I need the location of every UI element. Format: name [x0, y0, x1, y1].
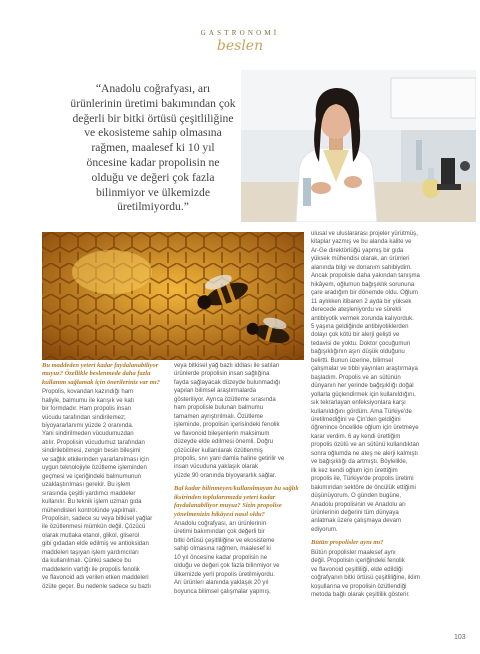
text-line: koşullarına ve propolisin özütlendiği — [311, 583, 407, 590]
text-line: çözücüler kullanılarak özütlenmiş — [174, 447, 263, 454]
question-heading-3: Bütün propolisler aynı mı? — [311, 539, 384, 547]
text-line: sırasında çeşitli yardımcı maddeler — [42, 490, 136, 497]
text-line: dünyanın her yerinde bağışıklığı doğal — [311, 383, 414, 390]
text-line: yüksek mühendisi olarak, arı ürünleri — [311, 256, 410, 263]
text-line: yüzde 90 oranında biyoyararlık sağlar. — [174, 472, 277, 479]
text-line: Anadolu coğrafyası, arı ürünlerinin — [174, 520, 267, 527]
text-line: ham propolisle bulunan balmumu — [174, 405, 264, 412]
text-line: kullanıldığını gördüm. Ama Türkiye'de — [311, 408, 412, 415]
text-line: Propolis, kovandan kazındığı ham — [42, 389, 134, 396]
text-line: geçmesi ve içeriğindeki balmumunun — [42, 473, 142, 480]
text-line: tedavisi de yoktu. Doktor çocuğumun — [311, 340, 411, 347]
text-line: fayda sağlayacak düzeyde bulunmadığı — [174, 379, 281, 386]
text-line: başladım. Propolis ve arı sütünün — [311, 374, 401, 381]
text-line: 10 yıl öncesine kadar propolisin ne — [174, 554, 268, 561]
text-line: ve sağlık etkilerinden yararlanılması için — [42, 456, 149, 463]
text-line: yollarla güçlendirmek için kullanıldığını, — [311, 391, 416, 398]
text-line: üretimi bakımından çok değerli bir — [174, 529, 265, 536]
text-line: üretilmediğini ve Çin'den geldiğini — [311, 416, 401, 423]
text-line: düşünüyorum. O günden bugüne, — [311, 493, 402, 500]
text-line: boyunca bilimsel çalışmalar yapmış, — [174, 588, 271, 595]
text-line: ilk kez kendi oğlum için ürettiğim — [311, 467, 398, 474]
text-line: ülkemizde yerli propolis üretilmiyordu. — [174, 571, 275, 578]
text-line: Arı ürünlerı alanında yaklaşık 20 yıl — [174, 580, 269, 587]
text-line: öğrenince öncelikle oğlum için üretmeye — [311, 425, 419, 432]
text-line: Bütün propolisler maalesef aynı — [311, 549, 396, 556]
text-line: maddelerin varlığı ile propolis fenolik — [42, 566, 140, 573]
text-line: ve bağışıklığı da artmıştı. Böylelikle, — [311, 459, 408, 466]
text-line: kullanılır. Bu teknik işlem uzman gıda — [42, 499, 142, 506]
article-column-2 — [174, 362, 302, 596]
text-line: vücudu tarafından sindirilemez; — [42, 414, 126, 421]
text-line: kitaplar yazmış ve bu alanda kalite ve — [311, 239, 412, 246]
subsection-title: beslen — [216, 38, 264, 54]
text-line: çare aradığım bir dönemde oldu. Oğlum — [311, 290, 418, 297]
text-line: propolis, sıvı yani damla haline getirilir ve — [174, 455, 285, 462]
text-line: ile özütlenmesi mümkün değil. Çözücü — [42, 524, 146, 531]
text-line: olarak mutlaka etanol, glikol, gliserol — [42, 532, 140, 539]
text-line: antibiyotik vermek zorunda kalıyorduk. — [311, 315, 414, 322]
text-line: Ar-Ge direktörlüğü yapmış bir gıda — [311, 247, 404, 254]
text-line: ediyorum. — [311, 526, 338, 533]
article-column-1 — [42, 362, 166, 591]
text-line: veya bitkisel yağ bazlı iddiası ile satılan — [174, 363, 280, 369]
question-heading-2: Bal kadar bilinmeyen/kullanılmayan bu sağlık iksirinden toplularımızda yeteri kadar faydalanabiliyor muyuz? Sizin propolise yönelmenizin hikâyesi nasıl oldu? — [174, 485, 299, 518]
text-line: işleminde, propolisin içerisindeki fenolik — [174, 422, 280, 429]
text-line: ulusal ve uluslararası projeler yürütmüş, — [311, 231, 418, 237]
text-line: bakımından sektöre de öncülük ettiğimi — [311, 484, 416, 491]
text-line: düzeyde elde edilmesi önemli. Doğru — [174, 439, 274, 446]
text-line: ve flavonoid bileşenlerin maksimum — [174, 430, 270, 437]
text-line: olduğu ve değeri çok fazla bilinmiyor ve — [174, 563, 280, 570]
text-line: tamamen ayrıştırılmalı. Özütleme — [174, 413, 264, 420]
text-line: bitki örtüsü çeşitliliğine ve ekosisteme — [174, 537, 275, 544]
text-line: derecede ateşleniyordu ve sürekli — [311, 307, 402, 314]
text-line: ürünlerde propolisin insan sağlığına — [174, 371, 270, 378]
text-line: Yani sindirilmeden vücudumuzdan — [42, 431, 134, 438]
text-line: ve flavonoid adı verilen etken maddeleri — [42, 575, 149, 582]
text-line: sahip olmasına rağmen, maalesef ki — [174, 546, 271, 553]
text-line: çalışmalar ve tıbbi yayınları araştırmaya — [311, 366, 418, 373]
text-line: uzaklaştırılması gerekir. Bu işlem — [42, 482, 131, 489]
pull-quote: “Anadolu coğrafyası, arı ürünlerinin üretimi bakımından çok değerli bir bitki örtüsü çeşitliliğine ve ekosisteme sahip olmasına rağmen, maalesef ki 10 yıl öncesine kadar propolisin ne olduğu ve değeri çok fazla bilinmiyor ve ülkemizde üretilmiyordu.” — [70, 82, 236, 214]
text-line: alanında bilgi ve donanım sahibiydim. — [311, 264, 412, 271]
question-heading-1: Bu maddeden yeteri kadar faydalanabiliyor muyuz? Özellikle beslenmede daha fazla kullanım sağlamak için önerileriniz var mı? — [42, 362, 160, 386]
text-line: hikâyem, oğlumun bağışıklık sorununa — [311, 281, 415, 288]
text-line: dolayı çok kötü bir alerji gelişti ve — [311, 332, 400, 339]
text-line: haliyle, balmumu ile karışık ve katı — [42, 397, 135, 404]
article-column-3 — [311, 230, 437, 599]
text-line: yapılan bilimsel araştırmalarda — [174, 388, 257, 395]
text-line: Ancak propolisle daha yakından tanışma — [311, 273, 420, 280]
section-title: GASTRONOMİ — [200, 29, 280, 37]
text-line: Anadolu propolisinin ve Anadolu arı — [311, 501, 406, 508]
honeycomb-bees-photo — [42, 232, 304, 360]
text-line: Propolisin, sadece su veya bitkisel yağlar — [42, 516, 153, 523]
col2-body-1 — [174, 362, 302, 480]
text-line: bağışıklığının aşırı düşük olduğunu — [311, 349, 405, 356]
col3-body-1 — [311, 230, 437, 534]
text-line: bir formdadır. Ham propolis insan — [42, 406, 132, 413]
text-line: ürünlerinin değerini tüm dünyaya — [311, 509, 399, 516]
text-line: 11 aylıkken itibaren 2 ayda bir yüksek — [311, 298, 412, 305]
text-line: karar verdim. 6 ay kendi ürettiğim — [311, 433, 401, 440]
col2-body-2 — [174, 520, 302, 596]
text-line: sonra oğlumda ne ateş ne alerji kalmıştı — [311, 450, 418, 457]
honeycomb-illustration — [42, 232, 304, 360]
text-line: da kullanılmalı. Çünkü sadece bu — [42, 558, 132, 565]
page-number: 103 — [454, 634, 466, 641]
text-line: propolis özütü ve arı sütünü kullandıktan — [311, 442, 420, 449]
text-line: gibi gıdadan elde edilmiş ve antioksidan — [42, 541, 149, 548]
text-line: mühendisleri kontrolünde yapılmalı. — [42, 507, 138, 514]
text-line: atılır. Propolisin vücudumuz tarafından — [42, 439, 145, 446]
lab-portrait-photo — [241, 70, 476, 222]
text-line: coğrafyanın bitki örtüsü çeşitliliğine, iklim — [311, 575, 420, 582]
text-line: uygun teknolojiyle özütleme işleminden — [42, 465, 147, 472]
text-line: gösteriliyor. Ayrıca özütleme sırasında — [174, 396, 276, 403]
text-line: insan vücuduna yaklaşık olarak — [174, 464, 259, 471]
text-line: değil. Propolisin içeriğindeki fenolik — [311, 558, 405, 565]
col1-body — [42, 388, 166, 591]
text-line: sindirilebilmesi, zengin besin bileşimi — [42, 448, 141, 455]
text-line: propolis ile, Türkiye'de propolis üretimi — [311, 476, 414, 483]
lab-portrait-illustration — [241, 70, 476, 222]
text-line: sık tekrarlayan enfeksiyonlara karşı — [311, 400, 406, 407]
text-line: metoda bağlı olarak çeşitlilik gösterir. — [311, 591, 410, 598]
text-line: belirtti. Bunun üzerine, bilimsel — [311, 357, 394, 364]
text-line: ve flavonoid çeşitliliği, elde edildiği — [311, 566, 403, 573]
text-line: maddeleri taşıyan işlem yardımcıları — [42, 549, 139, 556]
col3-body-2 — [311, 549, 437, 600]
text-line: biyoyararlanımı yüzde 2 oranında. — [42, 423, 134, 430]
text-line: anlatmak üzere çalışmaya devam — [311, 518, 402, 525]
text-line: 5 yaşına geldiğinde antibiyotiklerden — [311, 323, 409, 330]
text-line: özüte geçer. Bu nedenle sadece su bazlı — [42, 583, 151, 590]
